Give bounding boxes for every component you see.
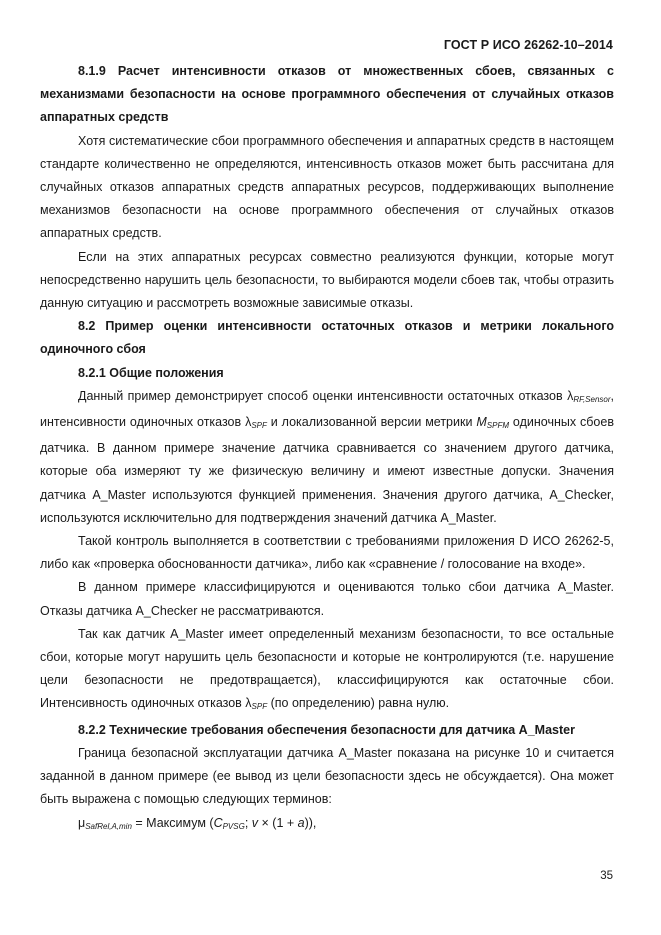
section-8-2-2-heading: 8.2.2 Технические требования обеспечения безопасности для датчика A_Master [78,722,575,737]
document-header: ГОСТ Р ИСО 26262-10–2014 [443,38,613,52]
paragraph-1: Хотя систематические сбои программного обеспечения и аппаратных средств в настоящем стандарте количественно не определяются, интенсивность отказов может быть рассчитана для случайных отказов аппаратных средств аппаратных ресурсов, поддерживающих выполнение механизмов безопасности на основе программного обеспечения от случайных отказов аппаратных средств. [40,133,614,241]
paragraph-3: Данный пример демонстрирует способ оценки интенсивности остаточных отказов $\lambda_{RF,Sensor}$, интенсивности одиночных отказов $\lambda_{SPF}$ и локализованной версии метрики $M_{SPFM}$ одиночных сбоев датчика. В данном примере значение датчика сравнивается со значением другого датчика, которые оба измеряют ту же физическую величину и имеют известные допуски. Значения датчика A_Master используются функцией применения. Значения другого датчика, A_Checker, используются исключительно для подтверждения значений датчика A_Master. [40,388,614,525]
paragraph-5: В данном примере классифицируются и оцениваются только сбои датчика A_Master. Отказы датчика A_Checker не рассматриваются. [40,580,614,618]
formula: $\mu_{SafRel,A,min}$ = Максимум ($C_{PVSG}$; v × (1 + a)), [78,815,317,831]
paragraph-4: Такой контроль выполняется в соответствии с требованиями приложения D ИСО 26262-5, либо как «проверка обоснованности датчика», либо как «сравнение / голосование на входе». [40,534,614,572]
lambda-symbol: λ [567,388,574,403]
section-8-1-9-heading: 8.1.9 Расчет интенсивности отказов от множественных сбоев, связанных с механизмами безопасности на основе программного обеспечения от случайных отказов аппаратных средств [40,64,614,125]
lambda-symbol: λ [245,696,252,711]
paragraph-6: Так как датчик A_Master имеет определенный механизм безопасности, то все остальные сбои, которые могут нарушить цель безопасности и которые не контролируются (т.е. нарушение цели безопасности не предотвращается), классифицируются как остаточные сбои. Интенсивность одиночных отказов $\lambda_{SPF}$ (по определению) равна нулю. [40,626,614,712]
paragraph-7: Граница безопасной эксплуатации датчика A_Master показана на рисунке 10 и считается заданной в данном примере (ее вывод из цели безопасности здесь не обсуждается). Она может быть выражена с помощью следующих терминов: [40,745,614,807]
page-content [40,60,614,838]
page-number: 35 [600,870,613,882]
section-8-2-1-heading: 8.2.1 Общие положения [78,365,224,380]
section-8-2-heading: 8.2 Пример оценки интенсивности остаточных отказов и метрики локального одиночного сбоя [40,319,614,357]
lambda-symbol: λ [245,415,252,430]
paragraph-2: Если на этих аппаратных ресурсах совместно реализуются функции, которые могут непосредственно нарушить цель безопасности, то выбираются модели сбоев так, чтобы отразить данную ситуацию и рассмотреть возможные зависимые отказы. [40,249,614,311]
